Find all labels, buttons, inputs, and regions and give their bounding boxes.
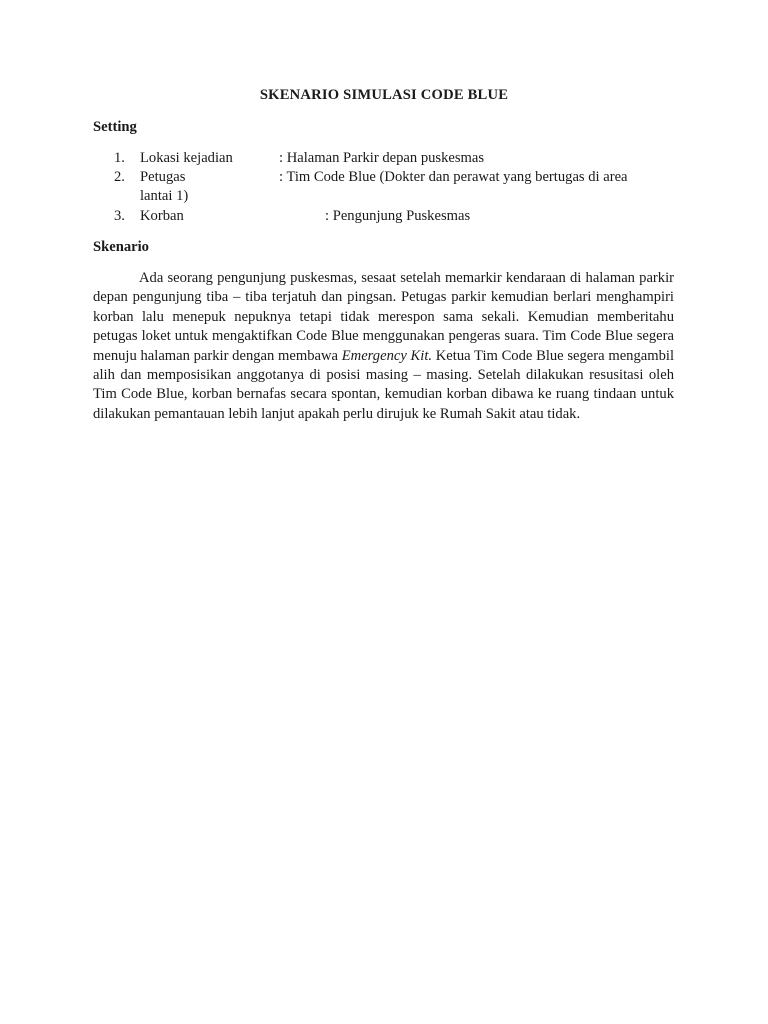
paragraph-text-part1: Ada seorang pengunjung puskesmas, sesaat setelah memarkir kendaraan di halaman parkir depan pengunjung tiba – tiba terjatuh dan pingsan. Petugas parkir kemudian berlari menghampiri korban lalu menepuk nepuknya tetapi tidak merespon sama sekali. Kemudian memberitahu petugas loket untuk mengaktifkan Code Blue menggunakan pengeras suara. Tim Code Blue segera menuju halaman parkir dengan membawa: [93, 270, 674, 364]
list-number: 2.: [114, 169, 125, 185]
list-number: 1.: [114, 150, 125, 166]
setting-heading: Setting: [93, 119, 137, 135]
list-label: Lokasi kejadian: [140, 150, 233, 166]
paragraph-text-part2: Ketua Tim Code Blue segera mengambil alih dan memposisikan anggotanya di posisi masing – masing. Setelah dilakukan resusitasi oleh Tim Code Blue, korban bernafas secara spontan, kemudian korban dibawa ke ruang tindaan untuk dilakukan pemantauan lebih lanjut apakah perlu dirujuk ke Rumah Sakit atau tidak.: [93, 347, 674, 422]
list-value: : Halaman Parkir depan puskesmas: [279, 150, 485, 166]
paragraph-italic-term: Emergency Kit.: [341, 347, 433, 364]
list-value: : Pengunjung Puskesmas: [325, 208, 471, 224]
list-number: 3.: [114, 208, 125, 224]
skenario-heading: Skenario: [93, 239, 149, 255]
skenario-paragraph: [93, 269, 674, 424]
list-value-continued: lantai 1): [140, 188, 189, 204]
list-value: : Tim Code Blue (Dokter dan perawat yang bertugas di area: [279, 169, 628, 185]
document-title: SKENARIO SIMULASI CODE BLUE: [259, 87, 509, 103]
list-label: Korban: [140, 208, 184, 224]
list-label: Petugas: [140, 169, 186, 185]
